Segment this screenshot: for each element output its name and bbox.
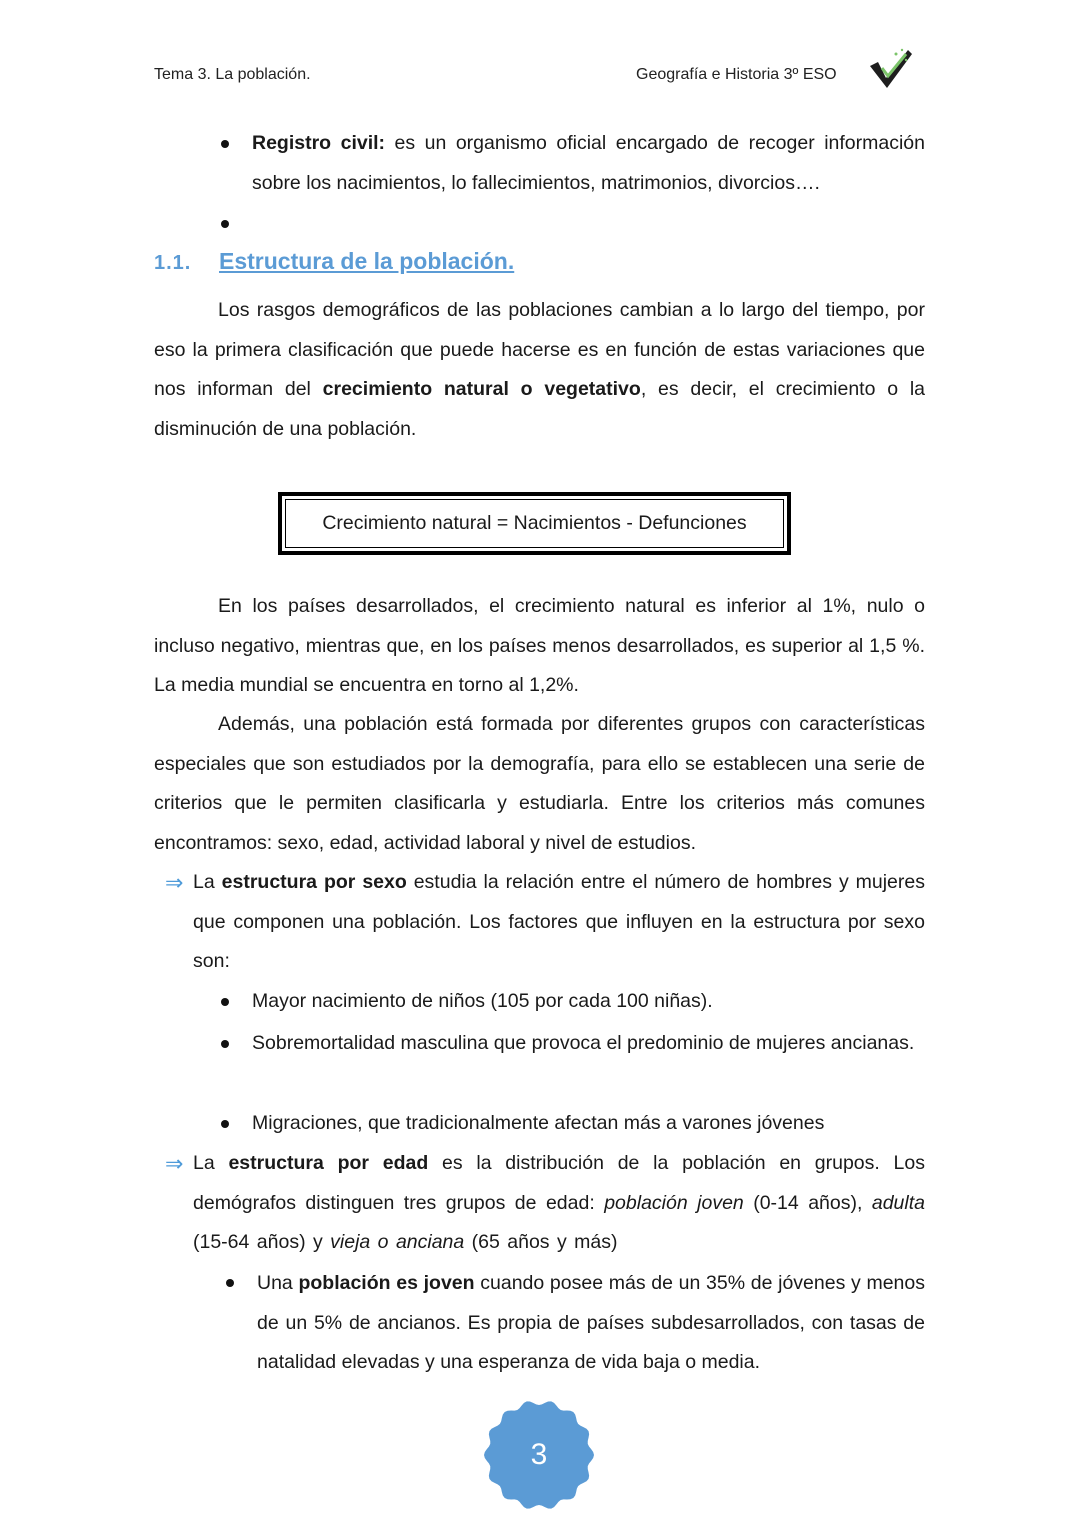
arrow-icon: ⇒ xyxy=(165,870,184,895)
formula-box xyxy=(278,492,791,555)
sexo-bullet-2: Sobremortalidad masculina que provoca el predominio de mujeres ancianas. xyxy=(252,1032,915,1054)
formula-text: Crecimiento natural = Nacimientos - Defunciones xyxy=(285,499,784,548)
header-left: Tema 3. La población. xyxy=(154,66,311,83)
joven-bold: población es joven xyxy=(298,1272,475,1294)
checkmark-logo-icon xyxy=(868,46,914,90)
arrow-icon: ⇒ xyxy=(165,1151,184,1176)
edad-mid1: (0-14 años), xyxy=(743,1191,872,1214)
edad-anciana: vieja o anciana xyxy=(330,1231,465,1253)
registro-label: Registro civil: xyxy=(252,132,386,154)
sexo-bullet-1: Mayor nacimiento de niños (105 por cada 100 niñas). xyxy=(252,990,713,1012)
sexo-bullet-3: Migraciones, que tradicionalmente afectan más a varones jóvenes xyxy=(252,1112,825,1134)
registro-line2: sobre los nacimientos, lo fallecimientos, matrimonios, divorcios…. xyxy=(252,172,820,194)
edad-bold: estructura por edad xyxy=(228,1152,429,1174)
section-title: Estructura de la población. xyxy=(219,248,515,274)
paragraph-criteria: Además, una población está formada por diferentes grupos con características especiales que son estudiados por la demografía, para ello se establecen una serie de criterios que le permiten clasificarla y estudiarla. Entre los criterios más comunes encontramos: sexo, edad, actividad laboral y nivel de estudios. xyxy=(154,713,925,854)
sexo-bold: estructura por sexo xyxy=(221,871,407,893)
edad-mid2: (15-64 años) y xyxy=(193,1231,331,1253)
bullet-dot xyxy=(221,140,229,148)
edad-joven: población joven xyxy=(604,1191,744,1214)
edad-paragraph xyxy=(193,1144,925,1263)
joven-post: cuando posee más de un 35% de jóvenes y menos de un 5% de ancianos. Es propia de países subdesarrollados, con tasas de natalidad elevadas y una esperanza de vida baja o media. xyxy=(257,1272,925,1373)
edad-pre: La xyxy=(193,1152,229,1174)
bullet-dot xyxy=(221,1120,229,1128)
header-right: Geografía e Historia 3º ESO xyxy=(636,66,837,83)
edad-end: (65 años y más) xyxy=(464,1231,618,1253)
bullet-dot xyxy=(226,1279,234,1287)
sexo-pre: La xyxy=(193,871,222,893)
joven-pre: Una xyxy=(257,1272,299,1294)
paragraph-growth: En los países desarrollados, el crecimiento natural es inferior al 1%, nulo o incluso negativo, mientras que, en los países menos desarrollados, es superior al 1,5 %. La media mundial se encuentra en torno al 1,2%. xyxy=(154,595,925,696)
intro-paragraph xyxy=(154,291,925,449)
edad-post1: es la distribución de la población en grupos. Los demógrafos distinguen tres grupos de edad: xyxy=(193,1152,926,1214)
sexo-paragraph xyxy=(193,863,925,982)
section-number: 1.1. xyxy=(154,252,192,274)
sexo-post: estudia la relación entre el número de hombres y mujeres que componen una población. Los factores que influyen en la estructura por sexo son: xyxy=(193,871,925,972)
edad-adulta: adulta xyxy=(871,1191,925,1214)
registro-line1 xyxy=(252,124,925,164)
intro-bold: crecimiento natural o vegetativo xyxy=(322,378,641,400)
registro-text1: es un organismo oficial encargado de recoger información xyxy=(385,132,925,154)
joven-paragraph xyxy=(257,1264,925,1383)
intro-text2: , es decir, el crecimiento o la disminución de una población. xyxy=(154,378,925,440)
page-number: 3 xyxy=(530,1438,548,1471)
intro-text1: Los rasgos demográficos de las poblaciones cambian a lo largo del tiempo, por eso la primera clasificación que puede hacerse es en función de estas variaciones que nos informan del xyxy=(154,299,925,400)
empty-bullet-dot xyxy=(221,220,229,228)
bullet-dot xyxy=(221,1040,229,1048)
bullet-dot xyxy=(221,998,229,1006)
